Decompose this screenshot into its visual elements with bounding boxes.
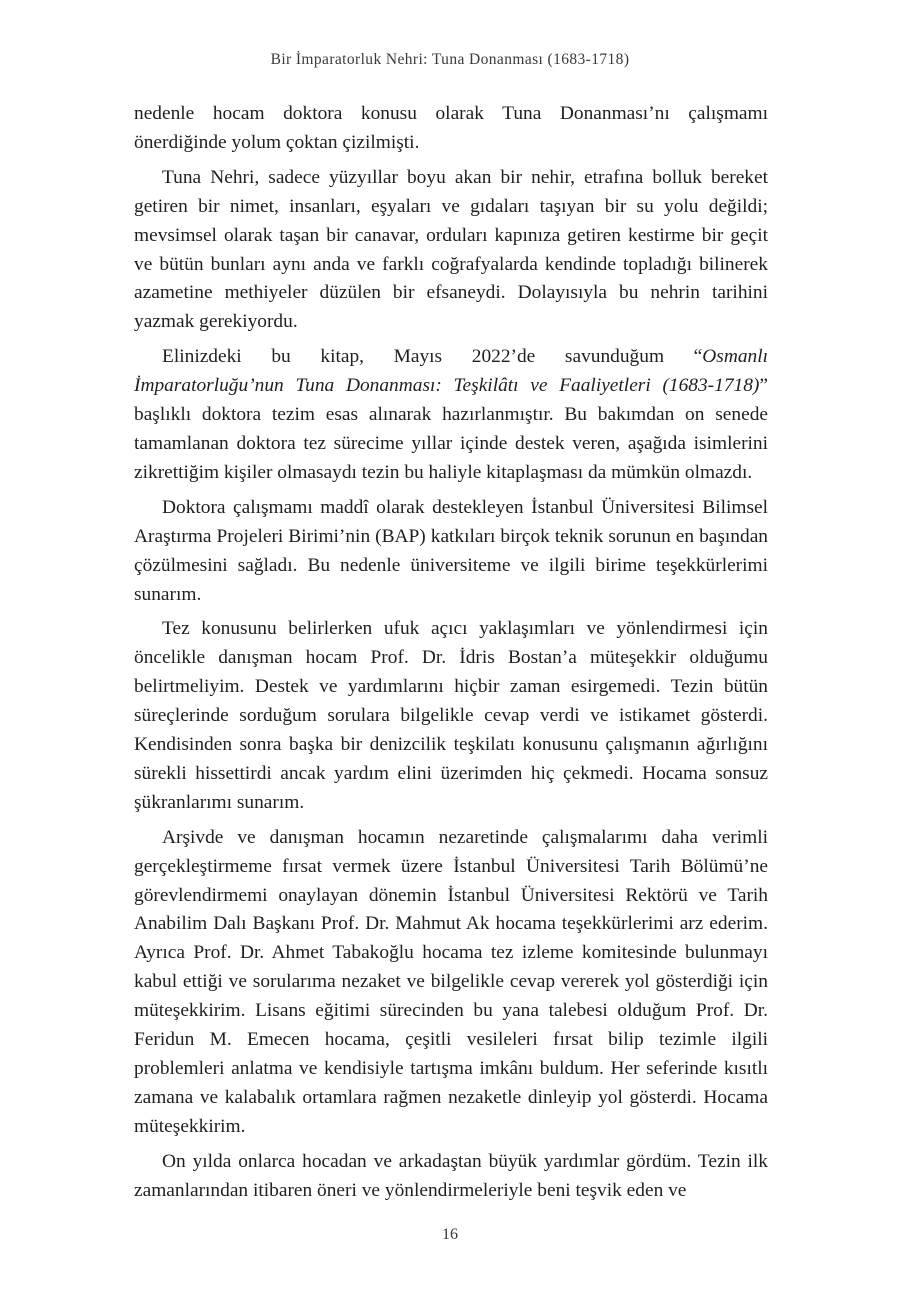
paragraph-faculty-thanks: Arşivde ve danışman hocamın nezaretinde çalışmalarımı daha verimli gerçekleştirmeme fırsat vermek üzere İstanbul Üniversitesi Tarih Bölümü’ne görevlendirmemi onaylayan dönemin İstanbul Üniversitesi Rektörü ve Tarih Anabilim Dalı Başkanı Prof. Dr. Mahmut Ak hocama teşekkürlerimi arz ederim. Ayrıca Prof. Dr. Ahmet Tabakoğlu hocama tez izleme komitesinde bulunmayı kabul ettiği ve sorularıma nezaket ve bilgelikle cevap vererek yol gösterdiği için müteşekkirim. Lisans eğitimi sürecinden bu yana talebesi olduğum Prof. Dr. Feridun M. Emecen hocama, çeşitli vesileleri fırsat bilip tezimle ilgili problemleri anlatma ve kendisiyle tartışma imkânı buldum. Her seferinde kısıtlı zamana ve kalabalık ortamlara rağmen nezaketle dinleyip yol gösterdi. Hocama müteşekkirim. [134, 826, 768, 1137]
paragraph-bap-thanks: Doktora çalışmamı maddî olarak destekleyen İstanbul Üniversitesi Bilimsel Araştırma Projeleri Birimi’nin (BAP) katkıları birçok teknik sorunun en başından çözülmesini sağladı. Bu nedenle üniversiteme ve ilgili birime teşekkürlerimi sunarım. [134, 496, 768, 605]
body-text [134, 100, 768, 1212]
paragraph-tuna-river: Tuna Nehri, sadece yüzyıllar boyu akan bir nehir, etrafına bolluk bereket getiren bir nimet, insanları, eşyaları ve gıdaları taşıyan bir su yolu değildi; mevsimsel olarak taşan bir canavar, orduları kapınıza getiren kestirme bir geçit ve bütün bunları aynı anda ve farklı coğrafyalarda kendinde topladığı bilinerek azametine methiyeler düzülen bir efsaneydi. Dolayısıyla bu nehrin tarihini yazmak gerekiyordu. [134, 166, 768, 333]
paragraph-colleagues: On yılda onlarca hocadan ve arkadaştan büyük yardımlar gördüm. Tezin ilk zamanlarından itibaren öneri ve yönlendirmeleriyle beni teşvik eden ve [134, 1150, 768, 1201]
paragraph-book-origin-lead: Elinizdeki bu kitap, Mayıs 2022’de savunduğum “ [162, 346, 703, 368]
paragraph-advisor-thanks: Tez konusunu belirlerken ufuk açıcı yaklaşımları ve yönlendirmesi için öncelikle danışman hocam Prof. Dr. İdris Bostan’a müteşekkir olduğumu belirtmeliyim. Destek ve yardımlarını hiçbir zaman esirgemedi. Tezin bütün süreçlerinde sorduğum sorulara bilgelikle cevap verdi ve istikamet gösterdi. Kendisinden sonra başka bir denizcilik teşkilatı konusunu çalışmanın ağırlığını sürekli hissettirdi ancak yardım elini üzerimden hiç çekmedi. Hocama sonsuz şükranlarımı sunarım. [134, 618, 768, 813]
paragraph-book-origin [134, 343, 768, 488]
page-number: 16 [442, 1226, 458, 1243]
thesis-title: Osmanlı İmparatorluğu’nun Tuna Donanması: Teşkilâtı ve Faaliyetleri (1683-1718) [134, 346, 768, 397]
paragraph-continuation: nedenle hocam doktora konusu olarak Tuna Donanması’nı çalışmamı önerdiğinde yolum çoktan çizilmişti. [134, 103, 768, 153]
paragraph-book-origin-rest: ” başlıklı doktora tezim esas alınarak hazırlanmıştır. Bu bakımdan on senede tamamlanan doktora tez sürecime yıllar içinde destek veren, aşağıda isimlerini zikrettiğim kişiler olmasaydı tezin bu haliyle kitaplaşması da mümkün olmazdı. [134, 375, 768, 483]
running-header: Bir İmparatorluk Nehri: Tuna Donanması (1683-1718) [270, 51, 630, 68]
